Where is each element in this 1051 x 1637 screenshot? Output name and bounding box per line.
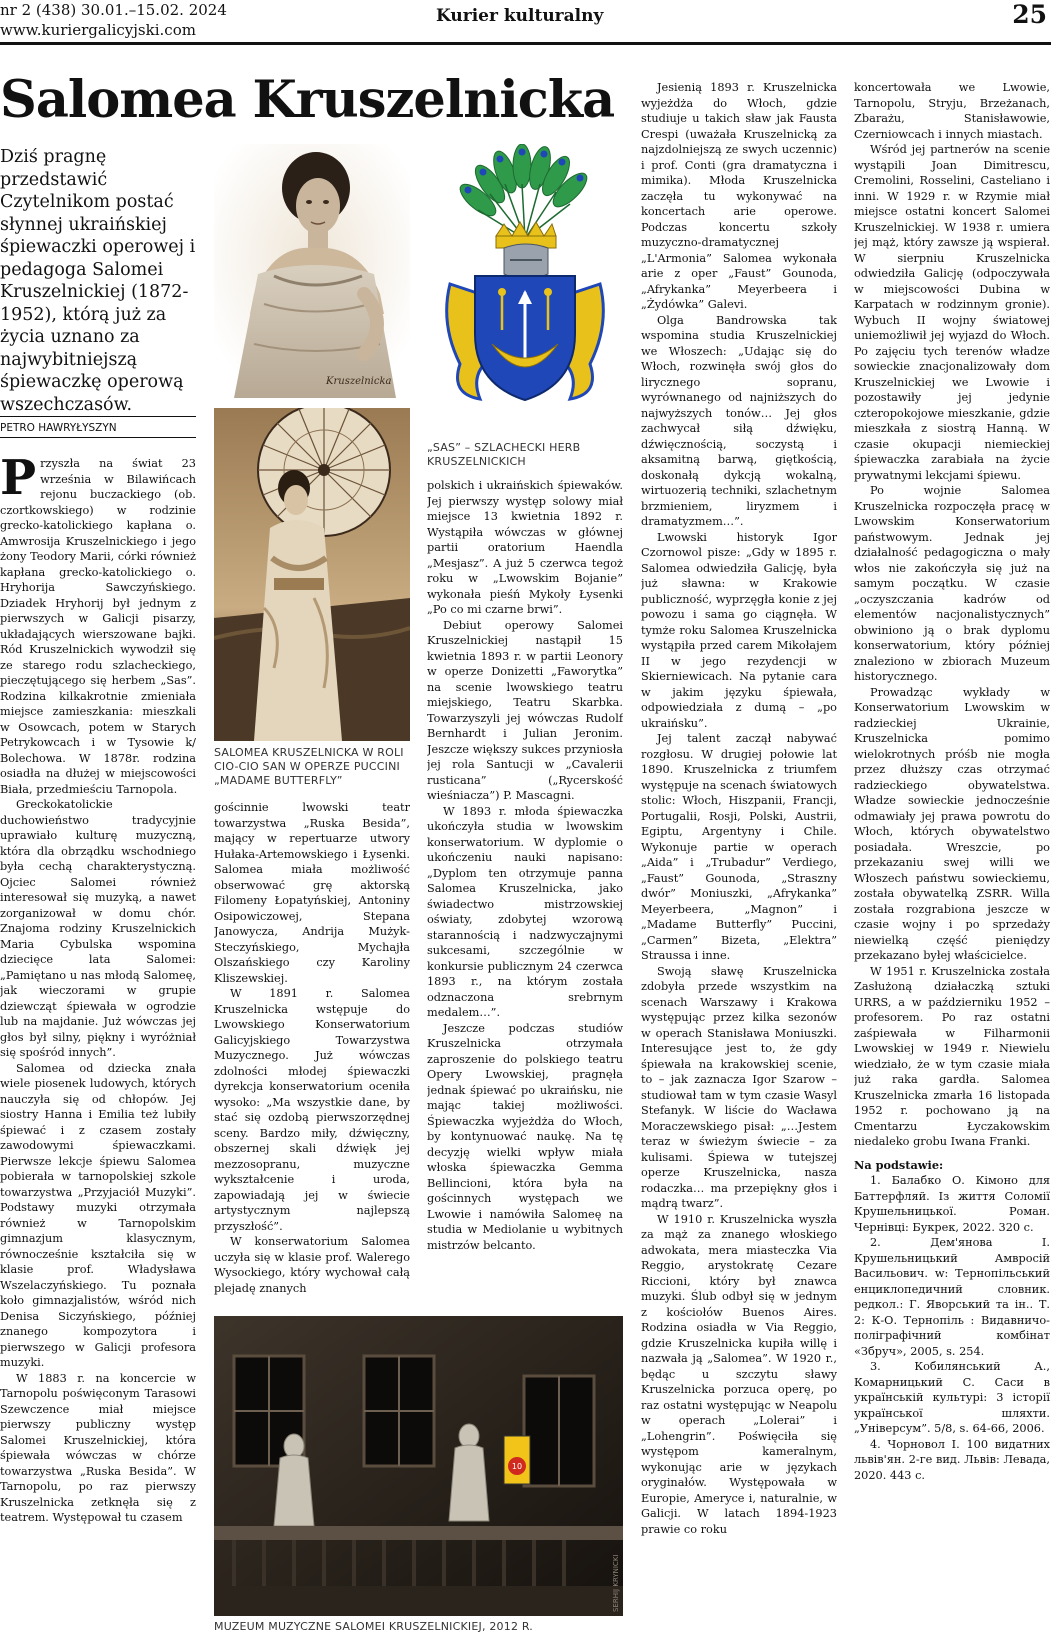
street-sign-icon	[504, 1436, 530, 1484]
site-url[interactable]: www.kuriergalicyjski.com	[0, 21, 196, 39]
col1-paragraph-4: W 1883 r. na koncercie w Tarnopolu poświęconym Tarasowi Szewczence miał miejsce pierwszy publiczny występ Salomei Kruszelnickiej, która śpiewała wówczas w chórze towarzystwa „Ruska Besida”. W Tarnopolu, po raz pierwszy Kruszelnicka zetknęła się z teatrem. Występował tu czasem	[0, 1371, 196, 1524]
col5-paragraph-3: Po wojnie Salomea Kruszelnicka rozpoczęła pracę w Lwowskim Konserwatorium państwowym. Jednak jej działalność pedagogiczna o mały włos nie zakończyła się już na samym początku. W czasie „oczyszczania kadrów od elementów nacjonalistycznych” obwiniono ją o brak dyplomu konserwatorium, który później znaleziono w zbiorach Muzeum historycznego.	[854, 484, 1050, 683]
col2-paragraph-1: gościnnie lwowski teatr towarzystwa „Ruska Besida”, mający w repertuarze utwory Hułaka-Artemowskiego i Łysenki. Salomea miała możliwość obserwować grę aktorską Filomeny Łopatyńskiej, Antoniny Osipowiczowej, Stepana Janowycza, Andrija Mużyk-Steczyńskiego, Mychajła Olszańskiego czy Karoliny Kliszewskiej.	[214, 801, 410, 985]
street-sign-number: 10	[511, 1462, 523, 1471]
author-rule	[0, 416, 196, 417]
column-5	[854, 80, 1050, 1636]
museum-caption: MUZEUM MUZYCZNE SALOMEI KRUSZELNICKIEJ, 2012 R.	[214, 1620, 533, 1633]
references-title: Na podstawie:	[854, 1157, 944, 1172]
column-4	[641, 80, 837, 1636]
col4-paragraph-3: Lwowski historyk Igor Czornowol pisze: „Gdy w 1895 r. Salomea odwiedziła Galicję, była już sławna: w Krakowie publiczność, wyprzęgła konie z jej powozu i sama go ciągnęła. W tymże roku Salomea Kruszelnicka wystąpiła przed carem Mikołajem II w jego rezydencji w Skierniewicach. Na pytanie cara w jakim języku śpiewała, odpowiedziała z dumą – „po ukraińsku”.	[641, 530, 837, 730]
parasol-icon	[258, 408, 390, 536]
reference-4: 4. Чорновол І. 100 видатних львів'ян. 2-ге вид. Львів: Левада, 2020. 443 с.	[854, 1437, 1050, 1482]
reference-2: 2. Дем'янова І. Крушельницький Амвросій Васильович. w: Тернопільський енциклопедичний словник. редкол.: Г. Яворський та ін.. Т. 2: К-О. Тернопіль : Видавничо-поліграфічний комбінат «Збруч», 2005, s. 254.	[854, 1236, 1050, 1358]
col1-paragraph-2: Greckokatolickie duchowieństwo tradycyjnie uprawiało kulturę muzyczną, która dla obrządku wschodniego była cechą charakterystyczną. Ojciec Salomei również interesował się muzyką, a nawet zorganizował w domu chór. Znajoma rodziny Kruszelnickich Maria Cybulska wspomina dziecięce lata Salomei: „Pamiętano u nas młodą Salomeę, jak wieczorami w grupie dziewcząt śpiewała w ogrodzie lub na majdanie. Już wówczas jej głos był silny, piękny i wyróżniał się spośród innych”.	[0, 798, 196, 1059]
butterfly-photo	[214, 408, 410, 741]
col3-paragraph-2: Debiut operowy Salomei Kruszelnickiej nastąpił 15 kwietnia 1893 r. w partii Leonory w operze Donizetti „Faworytka” na scenie lwowskiego teatru miejskiego, Teatru Skarbka. Towarzyszyli jej wówczas Rudolf Bernhardt i Julian Jeronim. Jeszcze większy sukces przyniosła jej rola Santucji w „Cavalerii rusticana” („Rycerskość wieśniacza”) P. Mascagni.	[427, 618, 623, 802]
col4-paragraph-1: Jesienią 1893 r. Kruszelnicka wyjeżdża do Włoch, gdzie studiuje u takich sław jak Fausta Crespi (uważała Kruszelnicką za najzdolniejszą ze swych uczennic) i prof. Conti (gra dramatyczna i mimika). Młoda Kruszelnicka zaczęła tu wykonywać na koncertach arie operowe. Podczas koncertu szkoły muzyczno-dramatycznej „L'Armonia” Salomea wykonała arie z oper „Faust” Gounoda, „Afrykanka” Meyerbeera i „Żydówka” Galevi.	[641, 81, 837, 311]
article-title: Salomea Kruszelnicka	[0, 70, 615, 130]
museum-illustration	[214, 1316, 623, 1616]
col3-paragraph-4: Jeszcze podczas studiów Kruszelnicka otrzymała zaproszenie do polskiego teatru Opery Lwowskiej, pragnęła jednak śpiewać po ukraińsku, nie mając takiej możliwości. Śpiewaczka wyjeżdża do Włoch, by kontynuować naukę. Na tę decyzję wielki wpływ miała włoska śpiewaczka Gemma Bellincioni, która była na gościnnych występach we Lwowie i namówiła Salomeę na studia w Mediolanie u wybitnych mistrzów belcanto.	[427, 1021, 623, 1252]
herb-caption: „SAS” – SZLACHECKI HERB KRUSZELNICKICH	[427, 441, 581, 468]
reference-1: 1. Балабко О. Кімоно для Баттерфляй. Із життя Соломії Крушельницької. Роман. Чернівці: Букрек, 2022. 320 с.	[854, 1174, 1050, 1234]
col4-paragraph-4: Jej talent zaczął nabywać rozgłosu. W drugiej połowie lat 1890. Kruszelnicka z triumfem występuje na scenach światowych stolic: Włoch, Hiszpanii, Francji, Portugalii, Rosji, Polski, Austrii, Egiptu, Argentyny i Chile. Wykonuje partie w operach „Aida” i „Trubadur” Verdiego, „Faust” Gounoda, „Straszny dwór” Moniuszki, „Afrykanka” Meyerbeera, „Magnon” i „Madame Butterfly” Puccini, „Carmen” Bizeta, „Elektra” Straussa i inne.	[641, 732, 837, 962]
museum-photo	[214, 1316, 623, 1616]
dropcap: P	[0, 456, 37, 506]
shield-icon	[475, 276, 575, 400]
col2-paragraph-3: W konserwatorium Salomea uczyła się w klasie prof. Walerego Wysockiego, który wychował całą plejadę znanych	[214, 1235, 410, 1295]
header-rule	[0, 42, 1051, 45]
col3-paragraph-3: W 1893 r. młoda śpiewaczka ukończyła studia w lwowskim konserwatorium. W dyplomie o ukończeniu nauki napisano: „Dyplom ten otrzymuje panna Salomea Kruszelnicka, jako świadectwo mistrzowskiej oświaty, zdobytej wzorową starannością i nadzwyczajnymi sukcesami, szczególnie w konkursie publicznym 24 czerwca 1893 r., na którym została odznaczona srebrnym medalem…”.	[427, 804, 623, 1019]
col5-paragraph-1: koncertowała we Lwowie, Tarnopolu, Stryju, Brzeżanach, Zbarażu, Stanisławowie, Czerniowcach i innych miastach.	[854, 81, 1050, 141]
portrait-photo	[214, 144, 410, 398]
col4-paragraph-2: Olga Bandrowska tak wspomina studia Kruszelnickiej we Włoszech: „Udając się do Włoch, rozwinęła swój głos do lirycznego sopranu, wyrównanego od najniższych do najwyższych tonów… Jej głos zachwycał siłą dźwięku, dźwięcznością, soczystą i aksamitną barwą, giętkością, doskonałą dykcją wokalną, wirtuozerią techniki, szlachetnym brzmieniem, liryzmem i dramatyzmem…”.	[641, 313, 837, 528]
col4-paragraph-5: Swoją sławę Kruszelnicka zdobyła przede wszystkim na scenach Warszawy i Krakowa występując przez kilka sezonów w operach Stanisława Moniuszki. Interesujące jest to, że gdy śpiewała na krakowskiej scenie, to – jak zaznacza Igor Szarow –studiował tam w tym czasie Wasyl Stefanyk. W liście do Wacława Moraczewskiego pisał: „…Jestem teraz w świeżym świecie – za kulisami. Śpiewa w tutejszej operze Kruszelnicka, nasza rodaczka… ma przepiękny głos i mądrą twarz”.	[641, 964, 837, 1210]
portrait-signature: Kruszelnicka	[326, 376, 392, 387]
reference-3: 3. Кобилянський А., Комарницький С. Саси в українській культурі: 3 історії української шляхти. „Універсум”. 5/8, s. 64-66, 2006.	[854, 1360, 1050, 1435]
col5-paragraph-2: Wśród jej partnerów na scenie wystąpili Joan Dimitrescu, Cremolini, Rosselini, Casteliano i inni. W 1929 r. w Rzymie miał miejsce ostatni koncert Salomei Kruszelnickiej. W 1938 r. umiera jej mąż, który zawsze ją wspierał. W sierpniu Kruszelnicka odwiedziła Galicję (odpoczywała w miejscowości Dubina w Karpatach w rodzinnym gronie). Wybuch II wojny światowej uniemożliwił jej wyjazd do Włoch. Po zajęciu tych terenów władze sowieckie znacjonalizowały dom Kruszelnickiej we Lwowie i pozostawiły jej jedynie czteropokojowe mieszkanie, gdzie mieszkała z siostrą Hanną. W czasie okupacji niemieckiej śpiewaczka zarabiała na życie prywatnymi lekcjami śpiewu.	[854, 143, 1050, 482]
page-number: 25	[1012, 0, 1047, 29]
issue-number: nr 2 (438) 30.01.–15.02. 2024	[0, 1, 227, 19]
column-3	[427, 478, 623, 1310]
section-title: Kurier kulturalny	[436, 6, 604, 26]
coat-of-arms-illustration	[420, 144, 630, 404]
portrait-illustration	[214, 144, 410, 398]
col5-paragraph-4: Prowadząc wykłady w Konserwatorium Lwowskim w radzieckiej Ukrainie, Kruszelnicka pomimo wielokrotnych próśb nie mogła przez dłuższy czas otrzymać radzieckiego obywatelstwa. Władze sowieckie jednocześnie odmawiały jej prawa powrotu do Włoch, których obywatelstwo posiadała. Wreszcie, po przekazaniu swej willi we Włoszech państwu sowieckiemu, została obywatelką ZSRR. Willa została rozgrabiona jeszcze w czasie wojny i po sprzedaży niewielką część pieniędzy przekazano byłej właścicielce.	[854, 685, 1050, 962]
col1-paragraph-1: rzyszła na świat 23 września w Bilawińcach rejonu buczackiego (ob. czortkowskiego) w rodzinie grecko-katolickiego kapłana o. Amwrosija Kruszelnickiego i jego żony Teodory Marii, córki również kapłana grecko-katolickiego o. Hryhorija Sawczyńskiego. Dziadek Hryhorij był jednym z pierwszych w Galicji pisarzy, układających wierszowane bajki. Ród Kruszelnickich wywodził się ze starego rodu szlacheckiego, pieczętującego się herbem „Sas”. Rodzina kilkakrotnie zmieniała miejsce zamieszkania: mieszkali w Osowcach, potem w Starych Petrykowcach i w Tysowie k/ Bolechowa. W 1878r. rodzina osiadła na dłużej w miejscowości Biała, przedmieściu Tarnopola.	[0, 457, 196, 796]
article-lead: Dziś pragnę przedstawić Czytelnikom postać słynnej ukraińskiej śpiewaczki operowej i pedagoga Salomei Kruszelnickiej (1872-1952), którą już za życia uznano za najwybitniejszą śpiewaczkę operową wszechczasów.	[0, 147, 196, 415]
column-1	[0, 456, 196, 1634]
col2-paragraph-2: W 1891 r. Salomea Kruszelnicka wstępuje do Lwowskiego Konserwatorium Galicyjskiego Towarzystwa Muzycznego. Już wówczas zdolności młodej śpiewaczki dyrekcja konserwatorium oceniła wysoko: „Ma wszystkie dane, by stać się ozdobą pierwszorzędnej sceny. Bardzo miły, dźwięczny, obszernej skali dźwięk jej mezzosopranu, muzyczne wykształcenie i uroda, zapowiadają jej w świecie artystycznym najlepszą przyszłość”.	[214, 987, 410, 1233]
col4-paragraph-6: W 1910 r. Kruszelnicka wyszła za mąż za znanego włoskiego adwokata, mera miasteczka Via Reggio, arystokratę Cezare Riccioni, który był znawca muzyki. Ślub odbył się w jednym z kościołów Buenos Aires. Rodzina osiadła w Via Reggio, gdzie Kruszelnicka kupiła willę i nazwała ją „Salomea”. W 1920 r., będąc u szczytu sławy Kruszelnicka porzuca operę, po raz ostatni występując w Neapolu w operach „Lolerai” i „Lohengrin”. Poświęciła się występom kameralnym, wykonując arie w językach oryginałów. Występowała w Europie, Ameryce i, naturalnie, w Galicji. W latach 1894-1923 prawie co roku	[641, 1212, 837, 1536]
butterfly-illustration	[214, 408, 410, 741]
col5-paragraph-5: W 1951 r. Kruszelnicka została Zasłużoną działaczką sztuki URRS, a w październiku 1952 – profesorem. Po raz ostatni zaśpiewała w Filharmonii Lwowskiej w 1949 r. Niewielu wiedziało, że w tym czasie miała już raka gardła. Salomea Kruszelnicka zmarła 16 listopada 1952 r. pochowano ją na Cmentarzu Łyczakowskim niedaleko grobu Iwana Franki.	[854, 964, 1050, 1148]
article-author: PETRO HAWRYŁYSZYN	[0, 422, 196, 438]
col1-paragraph-3: Salomea od dziecka znała wiele piosenek ludowych, których nauczyła się od chłopów. Jej siostry Hanna i Emilia też lubiły śpiewać i z czasem zostały zawodowymi śpiewaczkami. Pierwsze lekcje śpiewu Salomea pobierała w tarnopolskiej szkole towarzystwa „Przyjaciół Muzyki”. Podstawy muzyki otrzymała również w Tarnopolskim gimnazjum klasycznym, równocześnie kształciła się w klasie prof. Władysława Wszelaczyńskiego. Tu poznała koło gimnazjalistów, wśród nich Denisa Siczyńskiego, później znanego kompozytora i pierwszego w Galicji profesora muzyki.	[0, 1061, 196, 1369]
column-2	[214, 800, 410, 1310]
peacock-feathers-icon	[455, 144, 592, 239]
issue-info	[0, 0, 227, 40]
butterfly-caption: SALOMEA KRUSZELNICKA W ROLI CIO-CIO SAN W OPERZE PUCCINI „MADAME BUTTERFLY”	[214, 746, 404, 787]
herb-image	[420, 144, 630, 404]
col3-paragraph-1: polskich i ukraińskich śpiewaków. Jej pierwszy występ solowy miał miejsce 13 kwietnia 1892 r. Wystąpiła wówczas w głównej partii oratorium Haendla „Mesjasz”. A już 5 czerwca tegoż roku w „Lwowskim Bojanie” wykonała pieśń Mykoły Łysenki „Po co mi czarne brwi”.	[427, 479, 623, 616]
photo-credit: SERHIJ KRYNICKI	[612, 1554, 620, 1612]
